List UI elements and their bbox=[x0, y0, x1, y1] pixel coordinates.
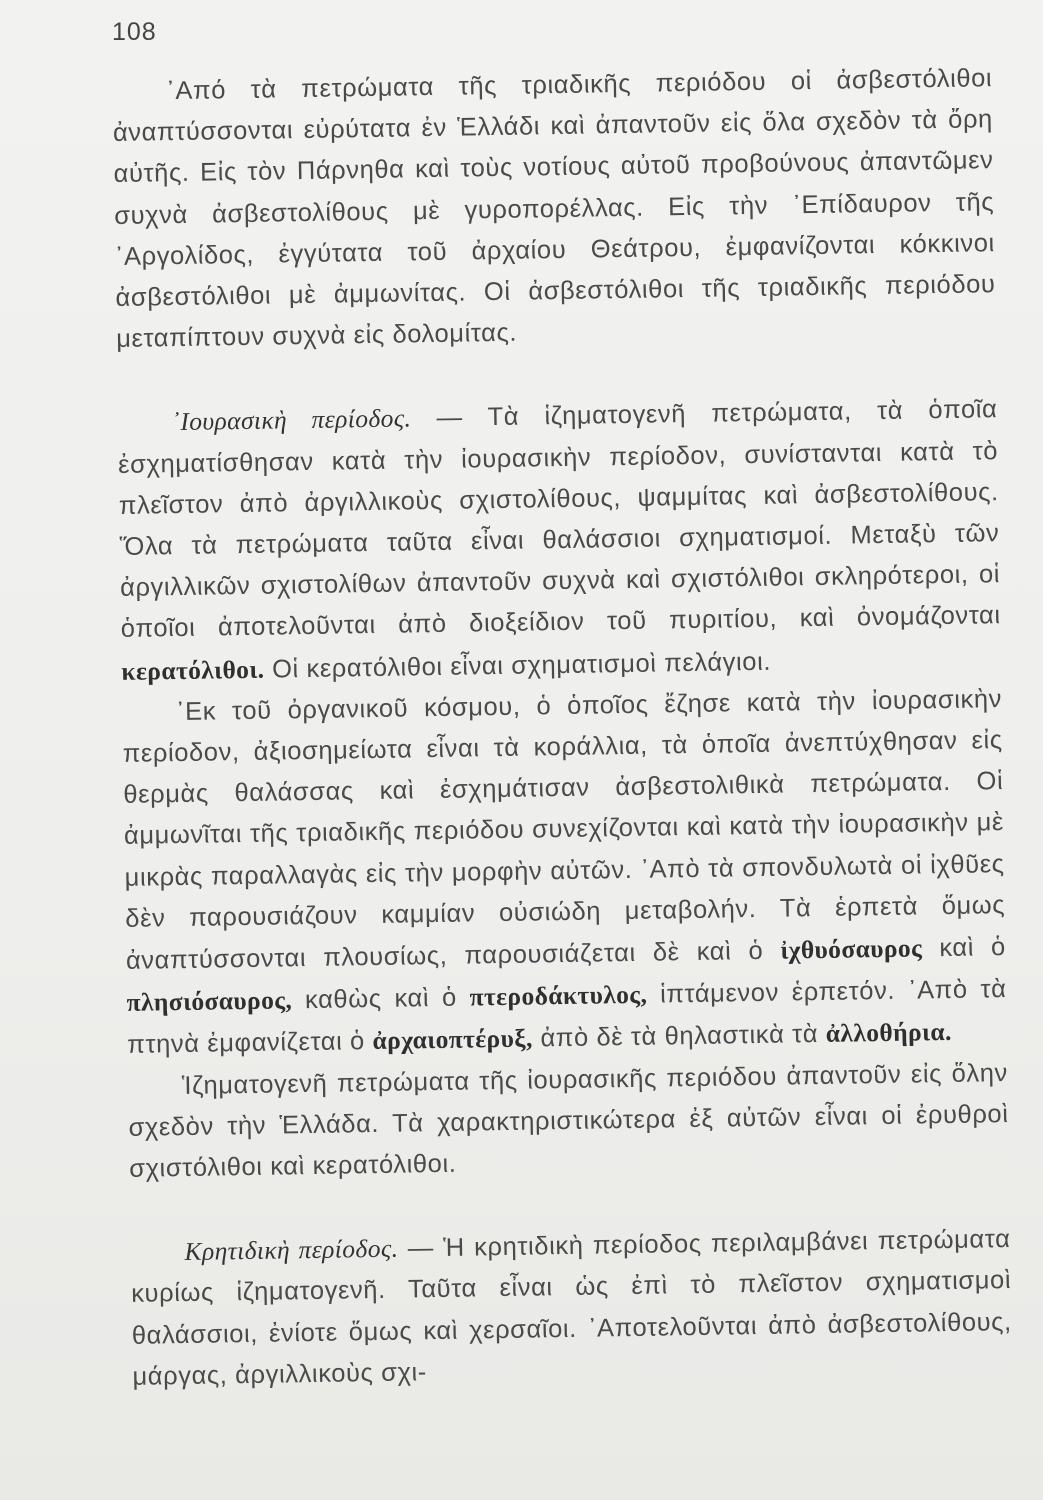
term-pterodactylus: πτεροδάκτυλος, bbox=[469, 979, 648, 1012]
paragraph-jurassic-organisms bbox=[122, 679, 1008, 1067]
paragraph-jurassic-period bbox=[117, 389, 1001, 693]
text-run: ἱπτάμενον ἑρπετόν. ᾿Απὸ τὰ πτηνὰ ἐμφανίζεται ὁ bbox=[127, 975, 1007, 1060]
text-run: — Ἡ κρητιδικὴ περίοδος περιλαμβάνει πετρώματα κυρίως ἱζηματογενῆ. Ταῦτα εἶναι ὡς ἐπὶ τὸ πλεῖστον σχηματισμοὶ θαλάσσιοι, ἐνίοτε ὅμως καὶ χερσαῖοι. ᾿Αποτελοῦνται ἀπὸ ἀσβεστολίθους, μάργας, ἀργιλλικοὺς σχι- bbox=[130, 1225, 1012, 1391]
text-run: — Τὰ ἱζηματογενῆ πετρώματα, τὰ ὁποῖα ἐσχηματίσθησαν κατὰ τὴν ἰουρασικὴν περίοδον, συνίστανται κατὰ τὸ πλεῖστον ἀπὸ ἀργιλλικοὺς σχιστολίθους, ψαμμίτας καὶ ἀσβεστολίθους. Ὅλα τὰ πετρώματα ταῦτα εἶναι θαλάσσιοι σχηματισμοί. Μεταξὺ τῶν ἀργιλλικῶν σχιστολίθων ἀπαντοῦν συχνὰ καὶ σχιστόλιθοι σκληρότεροι, οἱ ὁποῖοι ἀποτελοῦνται ἀπὸ διοξείδιον τοῦ πυριτίου, καὶ ὀνομάζονται bbox=[117, 395, 1001, 644]
term-allotheria: ἀλλοθήρια. bbox=[825, 1017, 952, 1049]
text-run: Οἱ κερατόλιθοι εἶναι σχηματισμοὶ πελάγιοι. bbox=[264, 647, 772, 684]
term-plesiosaurus: πλησιόσαυρος, bbox=[126, 985, 293, 1018]
text-run: ἀπὸ δὲ τὰ θηλαστικὰ τὰ bbox=[532, 1020, 827, 1053]
text-run: ᾿Εκ τοῦ ὀργανικοῦ κόσμου, ὁ ὁποῖος ἔζησε κατὰ τὴν ἰουρασικὴν περίοδον, ἀξιοσημείωτα εἶναι τὰ κοράλλια, τὰ ὁποῖα ἀνεπτύχθησαν εἰς θερμὰς θαλάσσας καὶ ἐσχημάτισαν ἀσβεστολιθικὰ πετρώματα. Οἱ ἀμμωνῖται τῆς τριαδικῆς περιόδου συνεχίζονται καὶ κατὰ τὴν ἰουρασικὴν μὲ μικρὰς παραλλαγὰς εἰς τὴν μορφὴν αὐτῶν. ᾿Απὸ τὰ σπονδυλωτὰ οἱ ἰχθῦες δὲν παρουσιάζουν καμμίαν οὐσιώδη μεταβολήν. Τὰ ἑρπετὰ ὅμως ἀναπτύσσονται πλουσίως, παρουσιάζεται δὲ καὶ ὁ bbox=[122, 684, 1006, 975]
page-number: 108 bbox=[112, 18, 157, 46]
body-text bbox=[112, 58, 1013, 1398]
text-run: καὶ ὁ bbox=[921, 933, 1007, 963]
paragraph-cretaceous-period bbox=[130, 1218, 1012, 1398]
section-heading-jurassic: ᾿Ιουρασικὴ περίοδος. bbox=[171, 403, 412, 437]
term-keratolithoi: κερατόλιθοι. bbox=[121, 654, 265, 686]
term-ichthyosaurus: ἰχθυόσαυρος bbox=[780, 933, 923, 965]
term-archaeopteryx: ἀρχαιοπτέρυξ, bbox=[372, 1023, 533, 1056]
paragraph-triassic-limestones: ᾿Από τὰ πετρώματα τῆς τριαδικῆς περιόδου οἱ ἀσβεστόλιθοι ἀναπτύσσονται εὐρύτατα ἐν Ἑλλάδι καὶ ἀπαντοῦν εἰς ὅλα σχεδὸν τὰ ὄρη αὐτῆς. Εἰς τὸν Πάρνηθα καὶ τοὺς νοτίους αὐτοῦ προβούνους ἀπαντῶμεν συχνὰ ἀσβεστολίθους μὲ γυροπορέλλας. Εἰς τὴν ᾿Επίδαυρον τῆς ᾿Αργολίδος, ἐγγύτατα τοῦ ἀρχαίου Θεάτρου, ἐμφανίζονται κόκκινοι ἀσβεστόλιθοι μὲ ἀμμωνίτας. Οἱ ἀσβεστόλιθοι τῆς τριαδικῆς περιόδου μεταπίπτουν συχνὰ εἰς δολομίτας. bbox=[112, 64, 996, 354]
paragraph-jurassic-greece: Ἱζηματογενῆ πετρώματα τῆς ἰουρασικῆς περιόδου ἀπαντοῦν εἰς ὅλην σχεδὸν τὴν Ἑλλάδα. Τὰ χαρακτηριστικώτερα ἐξ αὐτῶν εἶναι οἱ ἐρυθροὶ σχιστόλιθοι καὶ κερατόλιθοι. bbox=[128, 1058, 1009, 1183]
text-run: καθὼς καὶ ὁ bbox=[291, 983, 470, 1015]
section-heading-cretaceous: Κρητιδικὴ περίοδος. bbox=[184, 1233, 399, 1267]
